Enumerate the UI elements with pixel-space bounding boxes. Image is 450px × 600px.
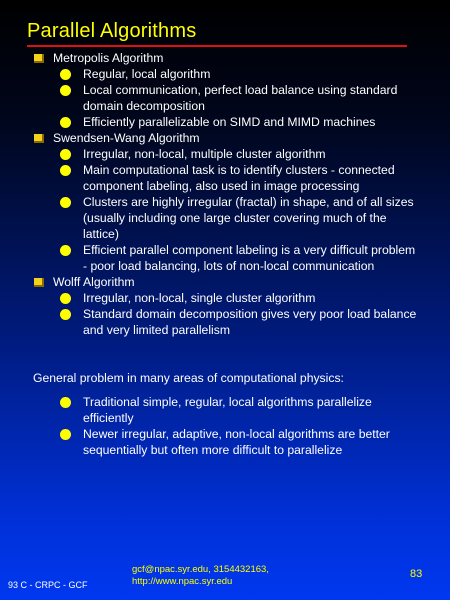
footer-url-link[interactable]: http://www.npac.syr.edu [132, 576, 233, 587]
list-item-text: Newer irregular, adaptive, non-local algorithms are better sequentially but often more difficult to parallelize [83, 427, 390, 457]
list-item-text: Local communication, perfect load balance using standard domain decomposition [83, 83, 398, 113]
footer-contact [132, 564, 269, 588]
section-heading-swendsen-wang [0, 130, 450, 146]
footer-email[interactable]: gcf@npac.syr.edu, 3154432163, [132, 564, 269, 575]
general-problem-heading: General problem in many areas of computational physics: [33, 371, 344, 385]
title-underline [27, 45, 407, 47]
list-item [0, 114, 450, 130]
section-heading-metropolis [0, 50, 450, 66]
list-item [0, 66, 450, 82]
list-item [0, 82, 450, 114]
round-bullet-icon [60, 69, 71, 80]
round-bullet-icon [60, 429, 71, 440]
list-item [0, 306, 450, 338]
slide-number: 83 [410, 568, 423, 580]
square-bullet-icon [34, 278, 44, 287]
round-bullet-icon [60, 397, 71, 408]
slide-content [0, 50, 450, 458]
list-item [0, 162, 450, 194]
list-item-text: Regular, local algorithm [83, 67, 211, 81]
round-bullet-icon [60, 309, 71, 320]
section-heading-wolff [0, 274, 450, 290]
list-item-text: Clusters are highly irregular (fractal) in shape, and of all sizes (usually including one large cluster covering much of the lattice) [83, 195, 414, 241]
round-bullet-icon [60, 117, 71, 128]
round-bullet-icon [60, 165, 71, 176]
slide-title: Parallel Algorithms [27, 20, 197, 42]
list-item [0, 426, 450, 458]
section-heading-text: Metropolis Algorithm [53, 51, 164, 65]
list-item [0, 194, 450, 242]
list-item [0, 242, 450, 274]
list-item-text: Irregular, non-local, multiple cluster algorithm [83, 147, 326, 161]
list-item [0, 394, 450, 426]
round-bullet-icon [60, 245, 71, 256]
list-item-text: Standard domain decomposition gives very poor load balance and very limited parallelism [83, 307, 417, 337]
square-bullet-icon [34, 54, 44, 63]
square-bullet-icon [34, 134, 44, 143]
section-heading-text: Wolff Algorithm [53, 275, 135, 289]
round-bullet-icon [60, 85, 71, 96]
list-item [0, 146, 450, 162]
round-bullet-icon [60, 197, 71, 208]
list-item-text: Traditional simple, regular, local algorithms parallelize efficiently [83, 395, 372, 425]
list-item-text: Main computational task is to identify clusters - connected component labeling, also used in image processing [83, 163, 395, 193]
footer-course-label: 93 C - CRPC - GCF [8, 580, 88, 590]
round-bullet-icon [60, 149, 71, 160]
list-item-text: Efficiently parallelizable on SIMD and MIMD machines [83, 115, 376, 129]
section-heading-text: Swendsen-Wang Algorithm [53, 131, 200, 145]
list-item-text: Efficient parallel component labeling is a very difficult problem - poor load balancing, lots of non-local communication [83, 243, 416, 273]
list-item [0, 290, 450, 306]
round-bullet-icon [60, 293, 71, 304]
list-item-text: Irregular, non-local, single cluster algorithm [83, 291, 316, 305]
